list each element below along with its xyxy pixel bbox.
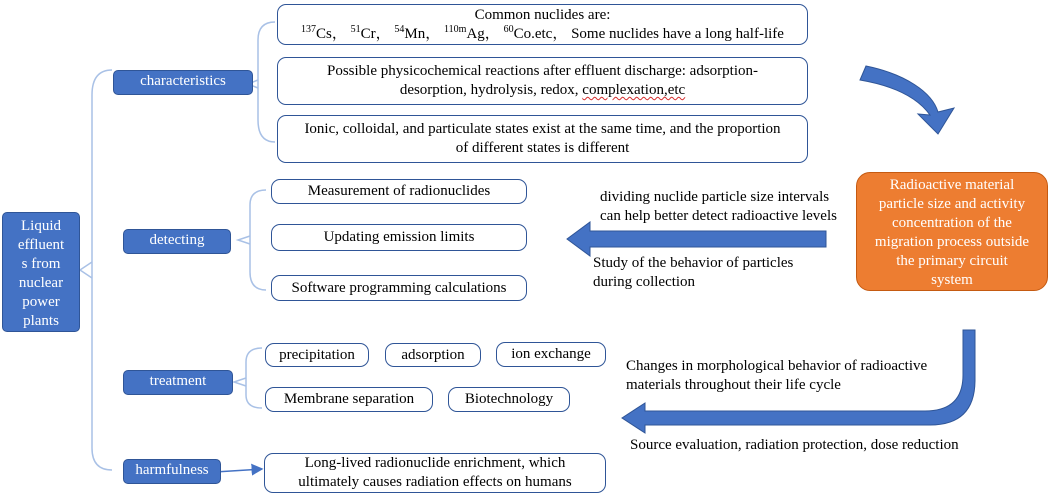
- category-harmfulness: harmfulness: [123, 459, 221, 484]
- root-line: effluent: [17, 237, 65, 253]
- nuclide-mn: $^{54}$Mn，: [394, 23, 441, 42]
- nuclides-box: [277, 4, 808, 45]
- emission-limits-box: Updating emission limits: [271, 224, 527, 251]
- root-brace-point: [80, 262, 92, 278]
- measurement-box: Measurement of radionuclides: [271, 179, 527, 204]
- treatment-brace-point: [234, 378, 246, 386]
- nuclides-heading: Common nuclides are:: [474, 6, 611, 23]
- root-brace: [92, 70, 112, 470]
- curved-arrow-top: [860, 66, 954, 134]
- root-line: s from: [21, 256, 61, 272]
- focus-line: system: [931, 272, 973, 288]
- reactions-line-1: Possible physicochemical reactions after effluent discharge: adsorption-: [327, 63, 758, 79]
- treat-label-top: Changes in morphological behavior of radioactive materials throughout their life cycle: [626, 358, 928, 393]
- root-box: [2, 212, 80, 332]
- arrow-to-detecting: [567, 222, 826, 256]
- biotechnology-box: Biotechnology: [448, 387, 570, 412]
- nuclide-cr: $^{51}$Cr，: [350, 23, 391, 42]
- harmfulness-line-1: Long-lived radionuclide enrichment, which: [304, 455, 566, 471]
- harmfulness-box: [264, 453, 606, 493]
- nuclides-line: [301, 25, 784, 44]
- detecting-brace: [250, 190, 266, 290]
- states-box: [277, 115, 808, 163]
- focus-box: [856, 172, 1048, 291]
- detect-label-top: dividing nuclide particle size intervals can help better detect radioactive levels: [600, 189, 837, 224]
- nuclide-co: $^{60}$Co.etc，: [503, 23, 568, 42]
- detecting-brace-point: [238, 236, 250, 244]
- focus-line: the primary circuit: [896, 253, 1008, 269]
- focus-line: particle size and activity: [878, 196, 1026, 212]
- characteristics-brace: [258, 22, 275, 142]
- root-line: power: [22, 294, 60, 310]
- focus-line: concentration of the: [892, 215, 1012, 231]
- focus-line: migration process outside: [874, 234, 1030, 250]
- reactions-box: [277, 57, 808, 105]
- states-line-1: Ionic, colloidal, and particulate states exist at the same time, and the proportion: [304, 121, 781, 137]
- spellcheck-flagged-word: complexation,etc: [582, 82, 686, 98]
- nuclide-cs: $^{137}$Cs，: [301, 23, 347, 42]
- precipitation-box: precipitation: [265, 343, 369, 367]
- root-line: Liquid: [21, 218, 61, 234]
- states-line-2: of different states is different: [455, 140, 630, 156]
- treat-label-bottom: Source evaluation, radiation protection, dose reduction: [630, 437, 959, 453]
- category-characteristics: characteristics: [113, 70, 253, 95]
- category-treatment: treatment: [123, 370, 233, 395]
- detect-label-bottom: Study of the behavior of particles during collection: [593, 255, 794, 290]
- software-box: Software programming calculations: [271, 275, 527, 301]
- focus-line: Radioactive material: [889, 177, 1015, 193]
- membrane-box: Membrane separation: [265, 387, 433, 412]
- reactions-line-2: desorption, hydrolysis, redox, complexation,etc: [399, 82, 686, 98]
- root-line: nuclear: [18, 275, 64, 291]
- root-line: plants: [23, 313, 59, 329]
- harmfulness-connector: [215, 469, 262, 472]
- adsorption-box: adsorption: [385, 343, 481, 367]
- treatment-brace: [246, 348, 262, 408]
- harmfulness-line-2: ultimately causes radiation effects on humans: [298, 474, 572, 490]
- category-detecting: detecting: [123, 229, 231, 254]
- nuclide-ag: $^{110m}$Ag，: [444, 23, 500, 42]
- ion-exchange-box: ion exchange: [496, 342, 606, 367]
- nuclides-tail: Some nuclides have a long half-life: [571, 25, 784, 42]
